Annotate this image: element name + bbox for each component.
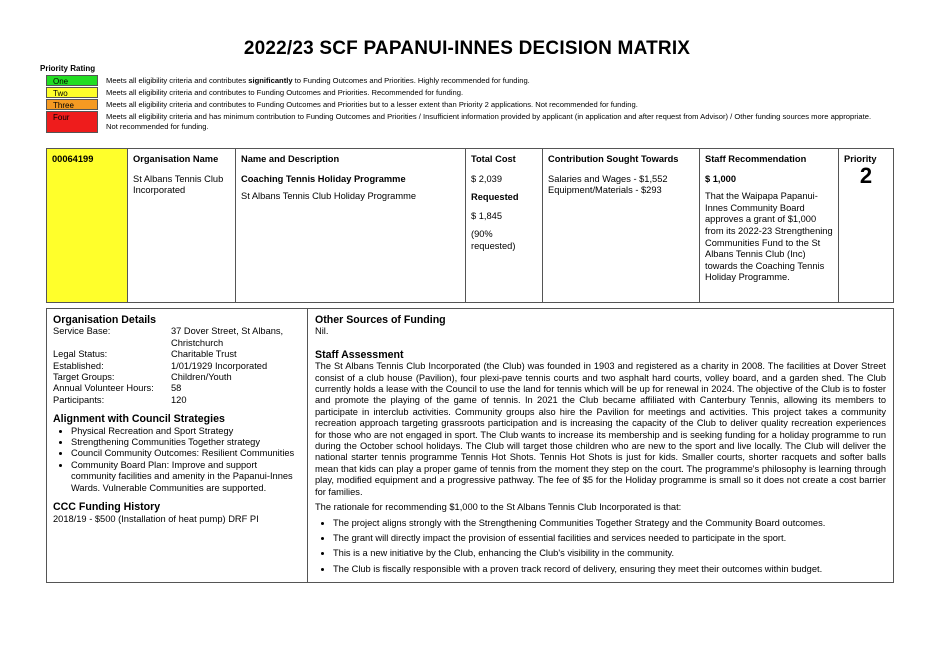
application-id: 00064199 [47,149,128,303]
contribution-line-2: Equipment/Materials - $293 [548,185,662,196]
priority-swatch-one: One [46,75,98,86]
project-cell [236,149,466,303]
detail-value: 1/01/1929 Incorporated [171,360,268,371]
total-cost-value: $ 2,039 [471,173,503,184]
rationale-item: • The grant will directly impact the provision of essential facilities and services needed to participate in the sport. [333,533,886,544]
application-row [47,149,894,303]
detail-value: Children/Youth [171,372,232,383]
rationale-intro: The rationale for recommending $1,000 to the St Albans Tennis Club Incorporated is that: [315,502,682,513]
staff-recommendation-header: Staff Recommendation [705,154,807,164]
detail-value: Charitable Trust [171,349,237,360]
detail-legal-status [53,349,301,360]
assessment-section [308,309,893,582]
detail-volunteer-hours [53,383,301,394]
organisation-header: Organisation Name [133,154,219,164]
funding-history-title: CCC Funding History [53,501,161,514]
funding-history-text: 2018/19 - $500 (Installation of heat pump) DRF PI [53,513,259,524]
contribution-line-1: Salaries and Wages - $1,552 [548,173,668,184]
alignment-item: • Strengthening Communities Together strategy [71,437,301,448]
page-title: 2022/23 SCF PAPANUI-INNES DECISION MATRIX [243,38,691,59]
priority-legend-row-one [46,75,876,86]
priority-desc-one-pre: Meets all eligibility criteria and contributes [106,76,249,85]
rationale-item: • This is a new initiative by the Club, enhancing the Club's visibility in the community. [333,548,886,559]
project-description: St Albans Tennis Club Holiday Programme [241,191,417,202]
detail-key: Participants: [53,394,105,405]
details-panel [46,308,894,583]
cost-cell [466,149,543,303]
priority-swatch-three: Three [46,99,98,110]
alignment-list [53,426,301,494]
other-funding-text: Nil. [315,326,329,337]
staff-recommendation-amount: $ 1,000 [705,173,737,184]
priority-desc-one [98,76,530,86]
organisation-name: St Albans Tennis Club Incorporated [133,173,224,196]
detail-participants [53,395,301,406]
priority-legend-row-three [46,99,876,110]
staff-assessment-title: Staff Assessment [315,348,404,361]
detail-value: 37 Dover Street, St Albans, Christchurch [171,326,284,348]
other-funding-title: Other Sources of Funding [315,314,446,326]
requested-percent: (90% requested) [471,229,516,251]
detail-key: Established: [53,360,104,371]
detail-value: 120 [171,394,187,405]
priority-desc-one-bold: significantly [248,76,293,85]
alignment-item: • Physical Recreation and Sport Strategy [71,426,301,437]
alignment-item: • Community Board Plan: Improve and support community facilities and amenity in the Papanui-Innes Wards. Vulnerable Communities are supported. [71,460,301,494]
total-cost-header: Total Cost [471,154,516,164]
requested-label: Requested [471,192,519,203]
priority-swatch-four: Four [46,111,98,133]
priority-header: Priority [844,154,877,164]
detail-established [53,361,301,372]
contribution-cell [543,149,700,303]
staff-recommendation-cell [700,149,839,303]
staff-recommendation-text: That the Waipapa Papanui-Innes Community Board approves a grant of $1,000 from its 2022-23 Strengthening Communities Fund to the St Albans Tennis Club (Inc) towards the Coaching Tennis Holiday Programme. [705,191,833,283]
priority-legend-row-four [46,111,876,133]
detail-key: Service Base: [53,326,111,337]
detail-service-base [53,326,301,349]
organisation-cell [128,149,236,303]
organisation-details-title: Organisation Details [53,314,157,326]
detail-value: 58 [171,383,182,394]
rationale-item: • The Club is fiscally responsible with a proven track record of delivery, ensuring they meet their outcomes within budget. [333,564,886,575]
priority-desc-four: Meets all eligibility criteria and has minimum contribution to Funding Outcomes and Priorities / Insufficient information provided by applicant (in application and after request from Advisor) / Other funding sources more appropriate. Not recommended for funding. [106,112,872,131]
priority-legend [46,75,876,134]
alignment-title: Alignment with Council Strategies [53,413,225,426]
detail-key: Target Groups: [53,372,115,383]
priority-desc-three: Meets all eligibility criteria and contributes to Funding Outcomes and Priorities but to a lesser extent than Priority 2 applications. Not recommended for funding. [106,100,638,109]
rationale-list [315,518,886,576]
organisation-details [47,309,308,582]
priority-value: 2 [859,162,873,188]
detail-target-groups [53,372,301,383]
alignment-item: • Council Community Outcomes: Resilient Communities [71,448,301,459]
priority-rating-heading: Priority Rating [40,64,96,73]
requested-value: $ 1,845 [471,210,503,221]
priority-desc-two: Meets all eligibility criteria and contributes to Funding Outcomes and Priorities. Recommended for funding. [106,88,464,97]
project-name: Coaching Tennis Holiday Programme [241,173,406,184]
project-header: Name and Description [241,154,340,164]
rationale-item: • The project aligns strongly with the Strengthening Communities Together Strategy and the Community Board outcomes. [333,518,886,529]
priority-cell [839,149,894,303]
contribution-header: Contribution Sought Towards [548,154,679,164]
priority-desc-one-post: to Funding Outcomes and Priorities. Highly recommended for funding. [292,76,530,85]
detail-key: Legal Status: [53,349,108,360]
priority-legend-row-two [46,87,876,98]
staff-assessment-paragraph: The St Albans Tennis Club Incorporated (the Club) was founded in 1903 and registered as a charity in 2008. The facilities at Dover Street consist of a club house (Pavilion), four plexi-pave tennis courts and two asphalt hard courts, volley board, and a garden shed. The Club currently holds a lease with the Council to use the land for tennis which will be up for renewal in 2024. The objective of the Club is to foster and promote the playing of the game of tennis. In 2021 the Club became affiliated with Canterbury Tennis, allowing its members to participate in interclub activities. Community groups also hire the Pavilion for meetings and activities. This project takes a community recreation approach targeting grassroots participation and is increasing the capacity of the Club to deliver quality recreation experiences for those who are not engaged in sport. The Club wants to increase its membership and is seeking funding for a holiday programme to run during the October school holidays. The Club will target those children who are new to the sport and live locally. The Club will deliver the national starter tennis programme Tennis Hot Shots. Tennis Hot Shots is just for kids. Smaller courts, shorter racquets and softer balls mean that kids can play a proper game of tennis from the moment they step on the court. The programme's philosophy is learning through play, modified equipment and a progressive pathway. The fee of $5 for the Holiday programme is small so it does not create a cost barrier for families. [315,361,886,497]
priority-swatch-two: Two [46,87,98,98]
detail-key: Annual Volunteer Hours: [53,383,154,394]
application-table [46,148,894,303]
